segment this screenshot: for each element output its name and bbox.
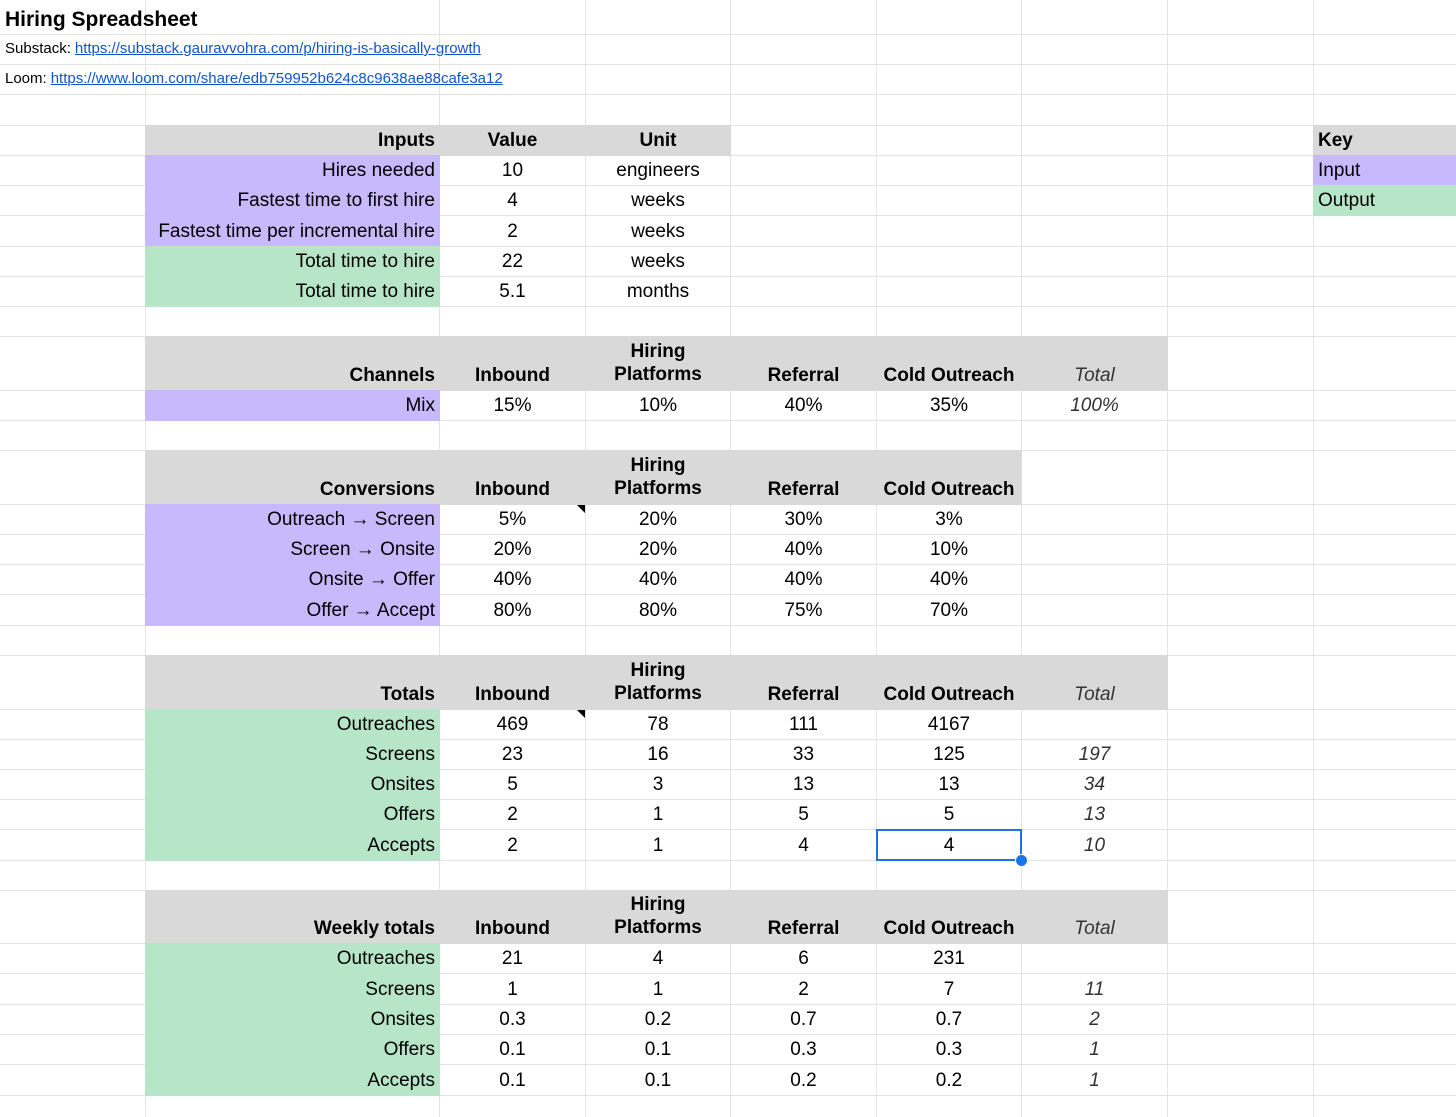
totals-table-header-totals[interactable]: Totals bbox=[145, 655, 440, 710]
channels-table-cell-mix-0[interactable]: 15% bbox=[493, 395, 532, 416]
conversions-table-cell-screen-onsite-1[interactable]: 20% bbox=[638, 539, 678, 560]
channels-table-cell-mix-4[interactable]: 100% bbox=[1070, 395, 1119, 416]
conversions-table-header-referral[interactable]: Referral bbox=[730, 450, 877, 505]
totals-table-cell-offers-2[interactable]: 5 bbox=[798, 804, 809, 825]
channels-table-header-referral[interactable]: Referral bbox=[730, 336, 877, 391]
inputs-unit-total-time-to-hire[interactable]: weeks bbox=[631, 251, 685, 272]
weekly-table-cell-outreaches-0[interactable]: 21 bbox=[501, 948, 524, 969]
weekly-table-cell-offers-3[interactable]: 0.3 bbox=[935, 1039, 963, 1060]
totals-table-cell-onsites-1[interactable]: 3 bbox=[652, 774, 664, 795]
totals-table-cell-offers-4[interactable]: 13 bbox=[1083, 804, 1106, 825]
totals-table-cell-outreaches-0[interactable]: 469 bbox=[496, 714, 529, 735]
totals-table-cell-onsites-3[interactable]: 13 bbox=[938, 774, 960, 795]
loom-link[interactable]: https://www.loom.com/share/edb759952b624c8c9638ae88cafe3a12 bbox=[50, 70, 503, 87]
conversions-table-cell-offer-accept-3[interactable]: 70% bbox=[929, 600, 969, 621]
inputs-row-label-hires-needed[interactable]: Hires needed bbox=[145, 155, 440, 186]
conversions-table-header-hiring-platforms[interactable]: Hiring Platforms bbox=[585, 450, 731, 505]
weekly-table-header-referral[interactable]: Referral bbox=[730, 890, 877, 944]
conversions-table-row-label-onsite-offer[interactable]: Onsite → Offer bbox=[145, 564, 440, 595]
selected-cell-outline bbox=[876, 829, 1022, 861]
totals-table-cell-accepts-0[interactable]: 2 bbox=[507, 835, 518, 856]
totals-table-cell-outreaches-2[interactable]: 111 bbox=[789, 714, 818, 735]
loom-link-cell[interactable] bbox=[0, 64, 731, 95]
conversions-table-header-conversions[interactable]: Conversions bbox=[145, 450, 440, 505]
totals-table-cell-outreaches-1[interactable]: 78 bbox=[647, 714, 669, 735]
totals-table-cell-onsites-4[interactable]: 34 bbox=[1083, 774, 1106, 795]
totals-table-cell-screens-2[interactable]: 33 bbox=[792, 744, 815, 765]
weekly-table-cell-offers-2[interactable]: 0.3 bbox=[790, 1039, 817, 1060]
totals-table-cell-outreaches-4[interactable] bbox=[1021, 709, 1168, 740]
channels-table-cell-mix-3[interactable]: 35% bbox=[929, 395, 969, 416]
weekly-table-cell-onsites-2[interactable]: 0.7 bbox=[790, 1009, 817, 1030]
weekly-table-header-weekly-totals[interactable]: Weekly totals bbox=[145, 890, 440, 944]
inputs-value-fastest-time-per-incremental-hire[interactable]: 2 bbox=[507, 221, 518, 242]
channels-table-row-label-mix[interactable]: Mix bbox=[145, 390, 440, 421]
totals-table-cell-accepts-4[interactable]: 10 bbox=[1083, 835, 1106, 856]
weekly-table-cell-screens-0[interactable]: 1 bbox=[507, 979, 518, 1000]
comment-indicator-icon[interactable] bbox=[577, 505, 585, 513]
weekly-table-cell-offers-4[interactable]: 1 bbox=[1089, 1039, 1100, 1060]
inputs-row-label-total-time-to-hire[interactable]: Total time to hire bbox=[145, 246, 440, 277]
substack-link[interactable]: https://substack.gauravvohra.com/p/hiring-is-basically-growth bbox=[74, 40, 481, 57]
totals-table-cell-onsites-2[interactable]: 13 bbox=[792, 774, 815, 795]
weekly-table-header-total[interactable]: Total bbox=[1021, 890, 1168, 944]
weekly-table-cell-outreaches-1[interactable]: 4 bbox=[652, 948, 664, 969]
key-output[interactable]: Output bbox=[1313, 185, 1456, 216]
inputs-row-label-total-time-to-hire[interactable]: Total time to hire bbox=[145, 276, 440, 307]
weekly-table-cell-accepts-0[interactable]: 0.1 bbox=[499, 1070, 526, 1091]
totals-table-cell-screens-1[interactable]: 16 bbox=[647, 744, 669, 765]
weekly-table-row-label-accepts[interactable]: Accepts bbox=[145, 1064, 440, 1096]
weekly-table-cell-accepts-4[interactable]: 1 bbox=[1089, 1070, 1100, 1091]
sheet-title[interactable]: Hiring Spreadsheet bbox=[5, 8, 198, 31]
channels-table-header-inbound[interactable]: Inbound bbox=[439, 336, 586, 391]
conversions-table-cell-screen-onsite-0[interactable]: 20% bbox=[493, 539, 532, 560]
weekly-table-header-hiring-platforms[interactable]: Hiring Platforms bbox=[585, 890, 731, 944]
weekly-table-row-label-screens[interactable]: Screens bbox=[145, 973, 440, 1005]
channels-table-header-total[interactable]: Total bbox=[1021, 336, 1168, 391]
conversions-table-cell-screen-onsite-3[interactable]: 10% bbox=[929, 539, 969, 560]
weekly-table-cell-onsites-1[interactable]: 0.2 bbox=[644, 1009, 672, 1030]
channels-table-header-cold-outreach[interactable]: Cold Outreach bbox=[876, 336, 1022, 391]
weekly-table-cell-accepts-2[interactable]: 0.2 bbox=[790, 1070, 817, 1091]
key-input[interactable]: Input bbox=[1313, 155, 1456, 186]
conversions-table-cell-offer-accept-2[interactable]: 75% bbox=[784, 600, 823, 621]
weekly-table-cell-accepts-1[interactable]: 0.1 bbox=[644, 1070, 672, 1091]
weekly-table-header-cold-outreach[interactable]: Cold Outreach bbox=[876, 890, 1022, 944]
conversions-table-cell-outreach-screen-1[interactable]: 20% bbox=[638, 509, 678, 530]
totals-table-row-label-onsites[interactable]: Onsites bbox=[145, 769, 440, 800]
conversions-table-cell-outreach-screen-3[interactable]: 3% bbox=[935, 509, 963, 530]
totals-table-cell-offers-0[interactable]: 2 bbox=[507, 804, 518, 825]
weekly-table-row-label-onsites[interactable]: Onsites bbox=[145, 1004, 440, 1035]
totals-table-cell-screens-3[interactable]: 125 bbox=[933, 744, 965, 765]
inputs-value-total-time-to-hire[interactable]: 5.1 bbox=[499, 281, 526, 302]
totals-table-row-label-screens[interactable]: Screens bbox=[145, 739, 440, 770]
totals-table-cell-screens-4[interactable]: 197 bbox=[1078, 744, 1111, 765]
weekly-table-cell-screens-1[interactable]: 1 bbox=[652, 979, 664, 1000]
totals-table-cell-outreaches-3[interactable]: 4167 bbox=[927, 714, 971, 735]
fill-handle[interactable] bbox=[1015, 854, 1028, 867]
inputs-header-value[interactable]: Value bbox=[439, 125, 586, 156]
totals-table-header-hiring-platforms[interactable]: Hiring Platforms bbox=[585, 655, 731, 710]
totals-table-cell-accepts-2[interactable]: 4 bbox=[798, 835, 809, 856]
weekly-table-header-inbound[interactable]: Inbound bbox=[439, 890, 586, 944]
totals-table-header-referral[interactable]: Referral bbox=[730, 655, 877, 710]
totals-table-row-label-offers[interactable]: Offers bbox=[145, 799, 440, 830]
totals-table-row-label-outreaches[interactable]: Outreaches bbox=[145, 709, 440, 740]
weekly-table-cell-onsites-0[interactable]: 0.3 bbox=[499, 1009, 526, 1030]
totals-table-header-inbound[interactable]: Inbound bbox=[439, 655, 586, 710]
channels-table-cell-mix-1[interactable]: 10% bbox=[638, 395, 678, 416]
weekly-table-cell-outreaches-2[interactable]: 6 bbox=[798, 948, 809, 969]
weekly-table-cell-onsites-3[interactable]: 0.7 bbox=[935, 1009, 963, 1030]
weekly-table-cell-screens-3[interactable]: 7 bbox=[943, 979, 955, 1000]
totals-table-header-cold-outreach[interactable]: Cold Outreach bbox=[876, 655, 1022, 710]
conversions-table-cell-outreach-screen-0[interactable]: 5% bbox=[498, 509, 527, 530]
weekly-table-cell-offers-0[interactable]: 0.1 bbox=[499, 1039, 526, 1060]
inputs-unit-hires-needed[interactable]: engineers bbox=[616, 160, 700, 181]
totals-table-cell-offers-1[interactable]: 1 bbox=[652, 804, 664, 825]
weekly-table-cell-screens-4[interactable]: 11 bbox=[1084, 979, 1105, 1000]
weekly-table-cell-accepts-3[interactable]: 0.2 bbox=[935, 1070, 963, 1091]
inputs-unit-total-time-to-hire[interactable]: months bbox=[626, 281, 690, 302]
conversions-table-row-label-screen-onsite[interactable]: Screen → Onsite bbox=[145, 534, 440, 565]
inputs-unit-fastest-time-to-first-hire[interactable]: weeks bbox=[631, 190, 685, 211]
inputs-row-label-fastest-time-to-first-hire[interactable]: Fastest time to first hire bbox=[145, 185, 440, 216]
substack-link-cell[interactable] bbox=[0, 34, 731, 65]
inputs-value-total-time-to-hire[interactable]: 22 bbox=[501, 251, 524, 272]
weekly-table-cell-onsites-4[interactable]: 2 bbox=[1089, 1009, 1100, 1030]
inputs-unit-fastest-time-per-incremental-hire[interactable]: weeks bbox=[631, 221, 685, 242]
weekly-table-cell-offers-1[interactable]: 0.1 bbox=[644, 1039, 672, 1060]
inputs-value-hires-needed[interactable]: 10 bbox=[501, 160, 524, 181]
conversions-table-row-label-offer-accept[interactable]: Offer → Accept bbox=[145, 594, 440, 626]
weekly-table-row-label-outreaches[interactable]: Outreaches bbox=[145, 943, 440, 974]
totals-table-cell-screens-0[interactable]: 23 bbox=[501, 744, 524, 765]
channels-table-header-channels[interactable]: Channels bbox=[145, 336, 440, 391]
inputs-value-fastest-time-to-first-hire[interactable]: 4 bbox=[507, 190, 518, 211]
totals-table-cell-accepts-3[interactable]: 4 bbox=[943, 835, 955, 856]
inputs-header-unit[interactable]: Unit bbox=[585, 125, 731, 156]
conversions-table-cell-onsite-offer-3[interactable]: 40% bbox=[929, 569, 969, 590]
conversions-table-cell-onsite-offer-2[interactable]: 40% bbox=[784, 569, 823, 590]
inputs-header-inputs[interactable]: Inputs bbox=[145, 125, 440, 156]
conversions-table-cell-offer-accept-0[interactable]: 80% bbox=[493, 600, 532, 621]
substack-label: Substack: bbox=[5, 40, 71, 57]
conversions-table-header-cold-outreach[interactable]: Cold Outreach bbox=[876, 450, 1022, 505]
conversions-table-row-label-outreach-screen[interactable]: Outreach → Screen bbox=[145, 504, 440, 535]
key-header[interactable]: Key bbox=[1313, 125, 1456, 156]
conversions-table-cell-onsite-offer-1[interactable]: 40% bbox=[638, 569, 678, 590]
conversions-table-cell-outreach-screen-2[interactable]: 30% bbox=[784, 509, 823, 530]
conversions-table-cell-screen-onsite-2[interactable]: 40% bbox=[784, 539, 823, 560]
totals-table-cell-accepts-1[interactable]: 1 bbox=[652, 835, 664, 856]
weekly-table-row-label-offers[interactable]: Offers bbox=[145, 1034, 440, 1065]
conversions-table-header-inbound[interactable]: Inbound bbox=[439, 450, 586, 505]
conversions-table-cell-onsite-offer-0[interactable]: 40% bbox=[493, 569, 532, 590]
totals-table-cell-onsites-0[interactable]: 5 bbox=[507, 774, 518, 795]
comment-indicator-icon[interactable] bbox=[577, 710, 585, 718]
channels-table-header-hiring-platforms[interactable]: Hiring Platforms bbox=[585, 336, 731, 391]
conversions-table-cell-offer-accept-1[interactable]: 80% bbox=[638, 600, 678, 621]
totals-table-header-total[interactable]: Total bbox=[1021, 655, 1168, 710]
channels-table-cell-mix-2[interactable]: 40% bbox=[784, 395, 823, 416]
loom-label: Loom: bbox=[5, 70, 47, 87]
totals-table-row-label-accepts[interactable]: Accepts bbox=[145, 829, 440, 861]
weekly-table-cell-screens-2[interactable]: 2 bbox=[798, 979, 809, 1000]
weekly-table-cell-outreaches-4[interactable] bbox=[1021, 943, 1168, 974]
weekly-table-cell-outreaches-3[interactable]: 231 bbox=[933, 948, 965, 969]
totals-table-cell-offers-3[interactable]: 5 bbox=[943, 804, 955, 825]
inputs-row-label-fastest-time-per-incremental-hire[interactable]: Fastest time per incremental hire bbox=[145, 215, 440, 247]
